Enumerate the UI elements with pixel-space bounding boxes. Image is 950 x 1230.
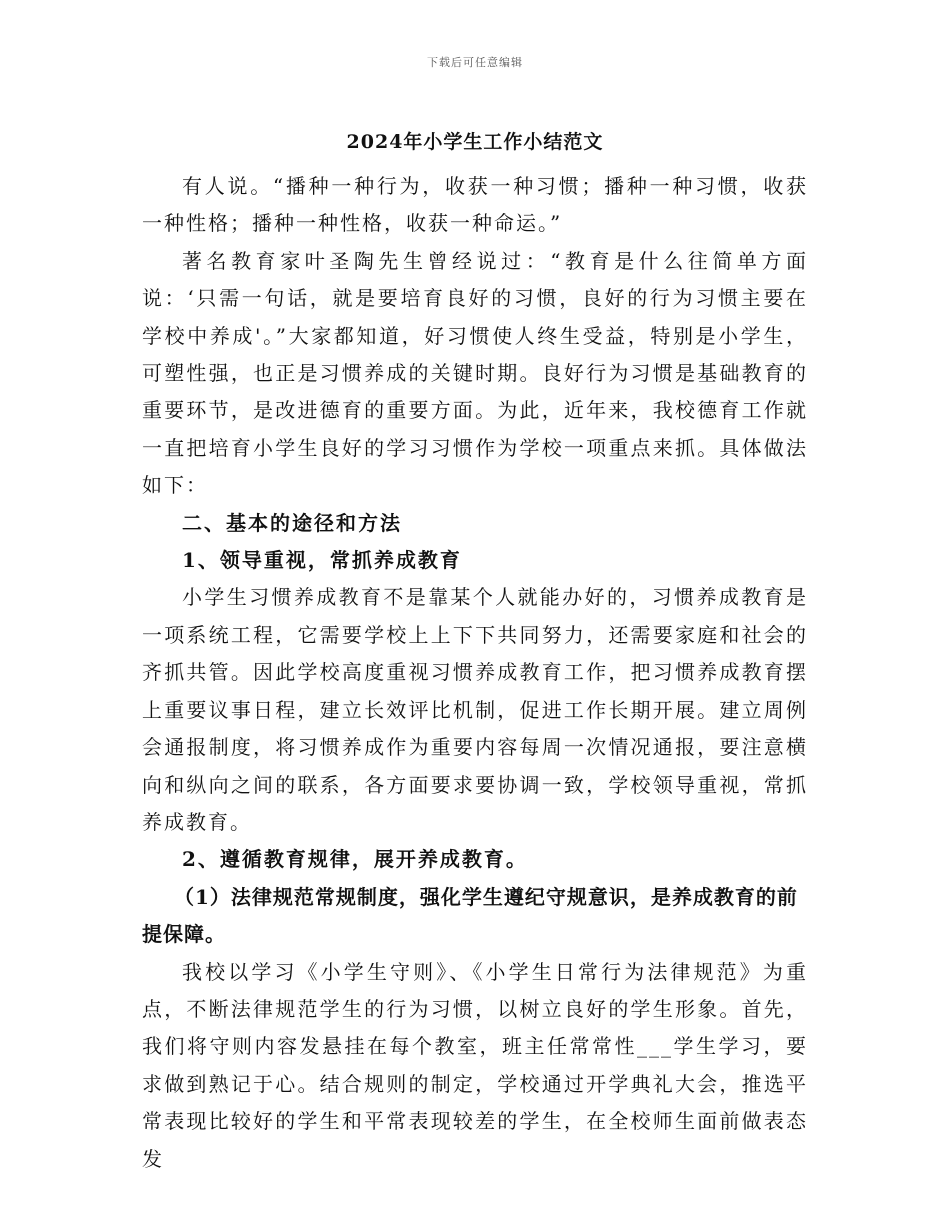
subsection-heading-1: 1、领导重视，常抓养成教育 [182,548,462,573]
paragraph-intro: 有人说。“播种一种行为，收获一种习惯；播种一种习惯，收获一种性格；播种一种性格，收获一种命运。” [142,174,808,236]
subsection-heading-2: 2、遵循教育规律，展开养成教育。 [182,847,528,872]
paragraph-leadership: 小学生习惯养成教育不是靠某个人就能办好的，习惯养成教育是一项系统工程，它需要学校上上下下共同努力，还需要家庭和社会的齐抓共管。因此学校高度重视习惯养成教育工作，把习惯养成教育摆上重要议事日程，建立长效评比机制，促进工作长期开展。建立周例会通报制度，将习惯养成作为重要内容每周一次情况通报，要注意横向和纵向之间的联系，各方面要求要协调一致，学校领导重视，常抓养成教育。 [142,585,808,834]
document-title: 2024年小学生工作小结范文 [346,131,604,153]
document-body [142,168,808,1178]
point-heading-1: （1）法律规范常规制度，强化学生遵纪守规意识，是养成教育的前提保障。 [142,884,798,947]
paragraph-quote: 著名教育家叶圣陶先生曾经说过：“教育是什么往简单方面说：‘只需一句话，就是要培育良好的习惯，良好的行为习惯主要在学校中养成'。”大家都知道，好习惯使人终生受益，特别是小学生，可塑性强，也正是习惯养成的关键时期。良好行为习惯是基础教育的重要环节，是改进德育的重要方面。为此，近年来，我校德育工作就一直把培育小学生良好的学习习惯作为学校一项重点来抓。具体做法如下： [142,248,808,498]
paragraph-rules: 我校以学习《小学生守则》、《小学生日常行为法律规范》为重点，不断法律规范学生的行为习惯，以树立良好的学生形象。首先，我们将守则内容发悬挂在每个教室，班主任常常性___学生学习，要求做到熟记于心。结合规则的制定，学校通过开学典礼大会，推选平常表现比较好的学生和平常表现较差的学生，在全校师生面前做表态发 [142,959,808,1171]
section-heading: 二、基本的途径和方法 [182,510,402,535]
download-note: 下载后可任意编辑 [427,56,523,69]
